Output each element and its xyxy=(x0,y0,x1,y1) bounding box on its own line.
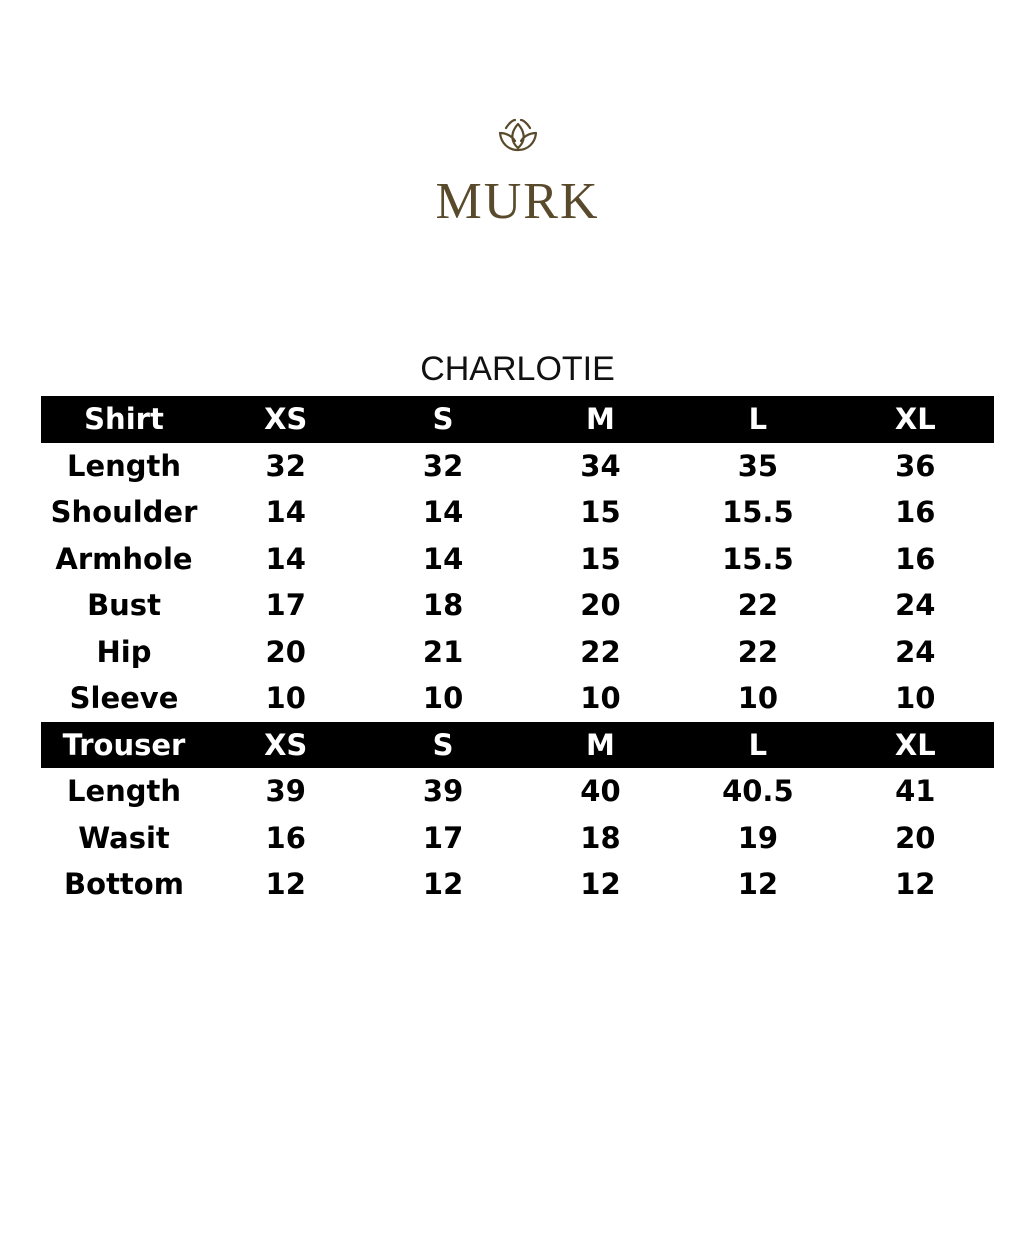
table-cell: 10 xyxy=(265,681,306,716)
table-row xyxy=(41,768,994,815)
table-cell: 10 xyxy=(895,681,936,716)
brand-name: MURK xyxy=(435,173,600,230)
measurement-label: Hip xyxy=(96,634,152,669)
table-cell: 20 xyxy=(580,588,621,623)
table-cell: 15.5 xyxy=(722,495,794,530)
size-header-xs: XS xyxy=(207,722,364,769)
table-cell: 12 xyxy=(422,867,464,902)
shirt-header-row xyxy=(41,396,994,443)
table-cell: 12 xyxy=(580,867,621,902)
table-cell: 40.5 xyxy=(722,774,794,809)
table-row xyxy=(41,536,994,583)
table-cell: 18 xyxy=(422,588,464,623)
table-cell: 18 xyxy=(580,820,621,855)
table-cell: 32 xyxy=(422,448,464,483)
brand-block xyxy=(0,112,1035,232)
table-cell: 17 xyxy=(422,820,464,855)
section-label-shirt: Shirt xyxy=(41,396,207,443)
trouser-header-row xyxy=(41,722,994,769)
table-cell: 17 xyxy=(265,588,306,623)
measurement-label: Shoulder xyxy=(50,495,198,530)
table-cell: 12 xyxy=(737,867,779,902)
table-cell: 24 xyxy=(895,634,936,669)
size-header-s: S xyxy=(364,396,521,443)
table-row xyxy=(41,815,994,862)
table-cell: 21 xyxy=(422,634,464,669)
table-row xyxy=(41,675,994,722)
table-cell: 16 xyxy=(895,541,936,576)
size-chart-table xyxy=(41,396,994,908)
size-header-m: M xyxy=(522,722,679,769)
table-cell: 22 xyxy=(580,634,621,669)
table-row xyxy=(41,489,994,536)
size-header-xs: XS xyxy=(207,396,364,443)
table-cell: 14 xyxy=(422,495,464,530)
table-cell: 41 xyxy=(895,774,936,809)
table-row xyxy=(41,861,994,908)
table-cell: 24 xyxy=(895,588,936,623)
measurement-label: Armhole xyxy=(55,541,193,576)
table-cell: 35 xyxy=(737,448,779,483)
table-cell: 39 xyxy=(422,774,464,809)
size-header-l: L xyxy=(679,722,836,769)
table-cell: 36 xyxy=(895,448,936,483)
page-title: CHARLOTIE xyxy=(420,350,615,388)
size-header-s: S xyxy=(364,722,521,769)
lotus-icon xyxy=(495,112,541,158)
measurement-label: Wasit xyxy=(78,820,170,855)
table-cell: 22 xyxy=(737,588,779,623)
section-label-trouser: Trouser xyxy=(41,722,207,769)
table-cell: 10 xyxy=(422,681,464,716)
table-cell: 14 xyxy=(422,541,464,576)
table-cell: 16 xyxy=(895,495,936,530)
table-row xyxy=(41,582,994,629)
table-cell: 14 xyxy=(265,541,306,576)
table-cell: 20 xyxy=(265,634,306,669)
table-cell: 40 xyxy=(580,774,621,809)
table-cell: 15 xyxy=(580,495,621,530)
table-cell: 10 xyxy=(737,681,779,716)
table-cell: 22 xyxy=(737,634,779,669)
table-cell: 19 xyxy=(737,820,779,855)
table-cell: 12 xyxy=(895,867,936,902)
table-cell: 15 xyxy=(580,541,621,576)
measurement-label: Length xyxy=(66,448,182,483)
table-cell: 32 xyxy=(265,448,306,483)
table-row xyxy=(41,629,994,676)
table-cell: 15.5 xyxy=(722,541,794,576)
table-cell: 14 xyxy=(265,495,306,530)
table-cell: 20 xyxy=(895,820,936,855)
table-cell: 16 xyxy=(265,820,306,855)
size-header-m: M xyxy=(522,396,679,443)
table-cell: 34 xyxy=(580,448,621,483)
measurement-label: Bust xyxy=(87,588,161,623)
table-cell: 39 xyxy=(265,774,306,809)
table-cell: 10 xyxy=(580,681,621,716)
table-row xyxy=(41,443,994,490)
size-header-xl: XL xyxy=(837,722,994,769)
size-header-xl: XL xyxy=(837,396,994,443)
size-header-l: L xyxy=(679,396,836,443)
measurement-label: Length xyxy=(66,774,182,809)
table-cell: 12 xyxy=(265,867,306,902)
measurement-label: Bottom xyxy=(64,867,184,902)
measurement-label: Sleeve xyxy=(69,681,179,716)
